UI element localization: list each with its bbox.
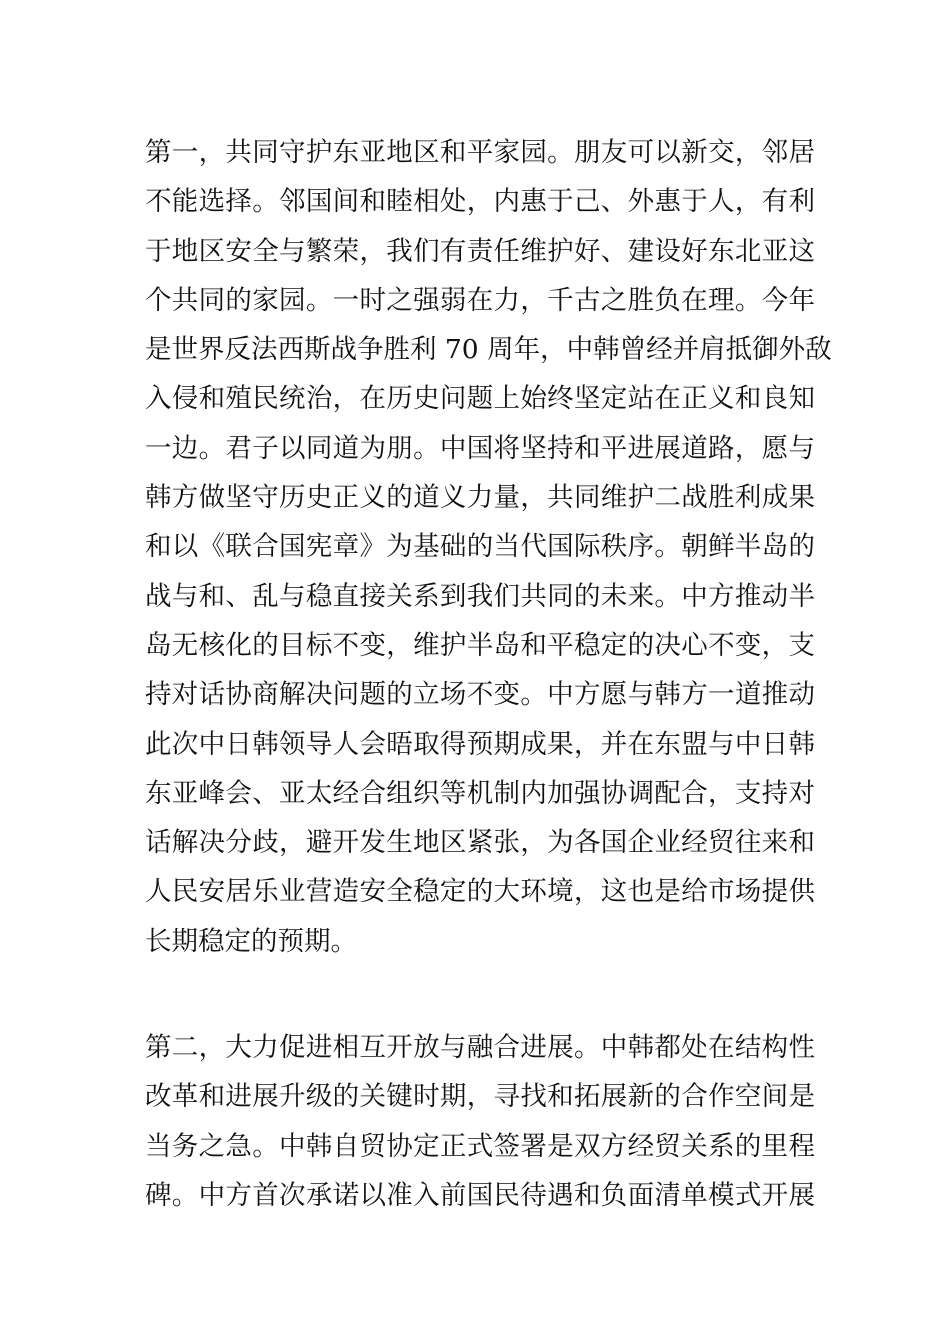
text-line: 东亚峰会、亚太经合组织等机制内加强协调配合，支持对 (145, 777, 815, 809)
text-line: 不能选择。邻国间和睦相处，内惠于己、外惠于人，有利 (145, 186, 815, 218)
text-line: 当务之急。中韩自贸协定正式签署是双方经贸关系的里程 (145, 1130, 815, 1162)
text-line: 第二，大力促进相互开放与融合进展。中韩都处在结构性 (145, 1032, 815, 1063)
text-line: 个共同的家园。一时之强弱在力，千古之胜负在理。今年 (145, 284, 815, 316)
text-line: 是世界反法西斯战争胜利 70 周年，中韩曾经并肩抵御外敌 (145, 334, 832, 366)
paragraph-2 (145, 1023, 815, 1220)
text-line: 入侵和殖民统治，在历史问题上始终坚定站在正义和良知 (145, 383, 815, 415)
paragraph-1 (145, 128, 832, 966)
text-line: 第一，共同守护东亚地区和平家园。朋友可以新交，邻居 (145, 137, 815, 168)
text-line: 一边。君子以同道为朋。中国将坚持和平进展道路，愿与 (145, 432, 815, 464)
text-line: 话解决分歧，避开发生地区紧张，为各国企业经贸往来和 (145, 827, 815, 859)
text-line: 韩方做坚守历史正义的道义力量，共同维护二战胜利成果 (145, 482, 815, 514)
text-line: 战与和、乱与稳直接关系到我们共同的未来。中方推动半 (145, 580, 815, 612)
text-line: 碑。中方首次承诺以准入前国民待遇和负面清单模式开展 (145, 1179, 815, 1211)
text-line: 此次中日韩领导人会晤取得预期成果，并在东盟与中日韩 (145, 728, 815, 760)
text-line: 人民安居乐业营造安全稳定的大环境，这也是给市场提供 (145, 876, 815, 908)
text-line: 改革和进展升级的关键时期，寻找和拓展新的合作空间是 (145, 1081, 815, 1113)
text-line: 长期稳定的预期。 (145, 925, 357, 957)
text-line: 持对话协商解决问题的立场不变。中方愿与韩方一道推动 (145, 679, 815, 711)
text-line: 岛无核化的目标不变，维护半岛和平稳定的决心不变，支 (145, 629, 815, 661)
text-line: 于地区安全与繁荣，我们有责任维护好、建设好东北亚这 (145, 235, 815, 267)
text-line: 和以《联合国宪章》为基础的当代国际秩序。朝鲜半岛的 (145, 531, 815, 563)
